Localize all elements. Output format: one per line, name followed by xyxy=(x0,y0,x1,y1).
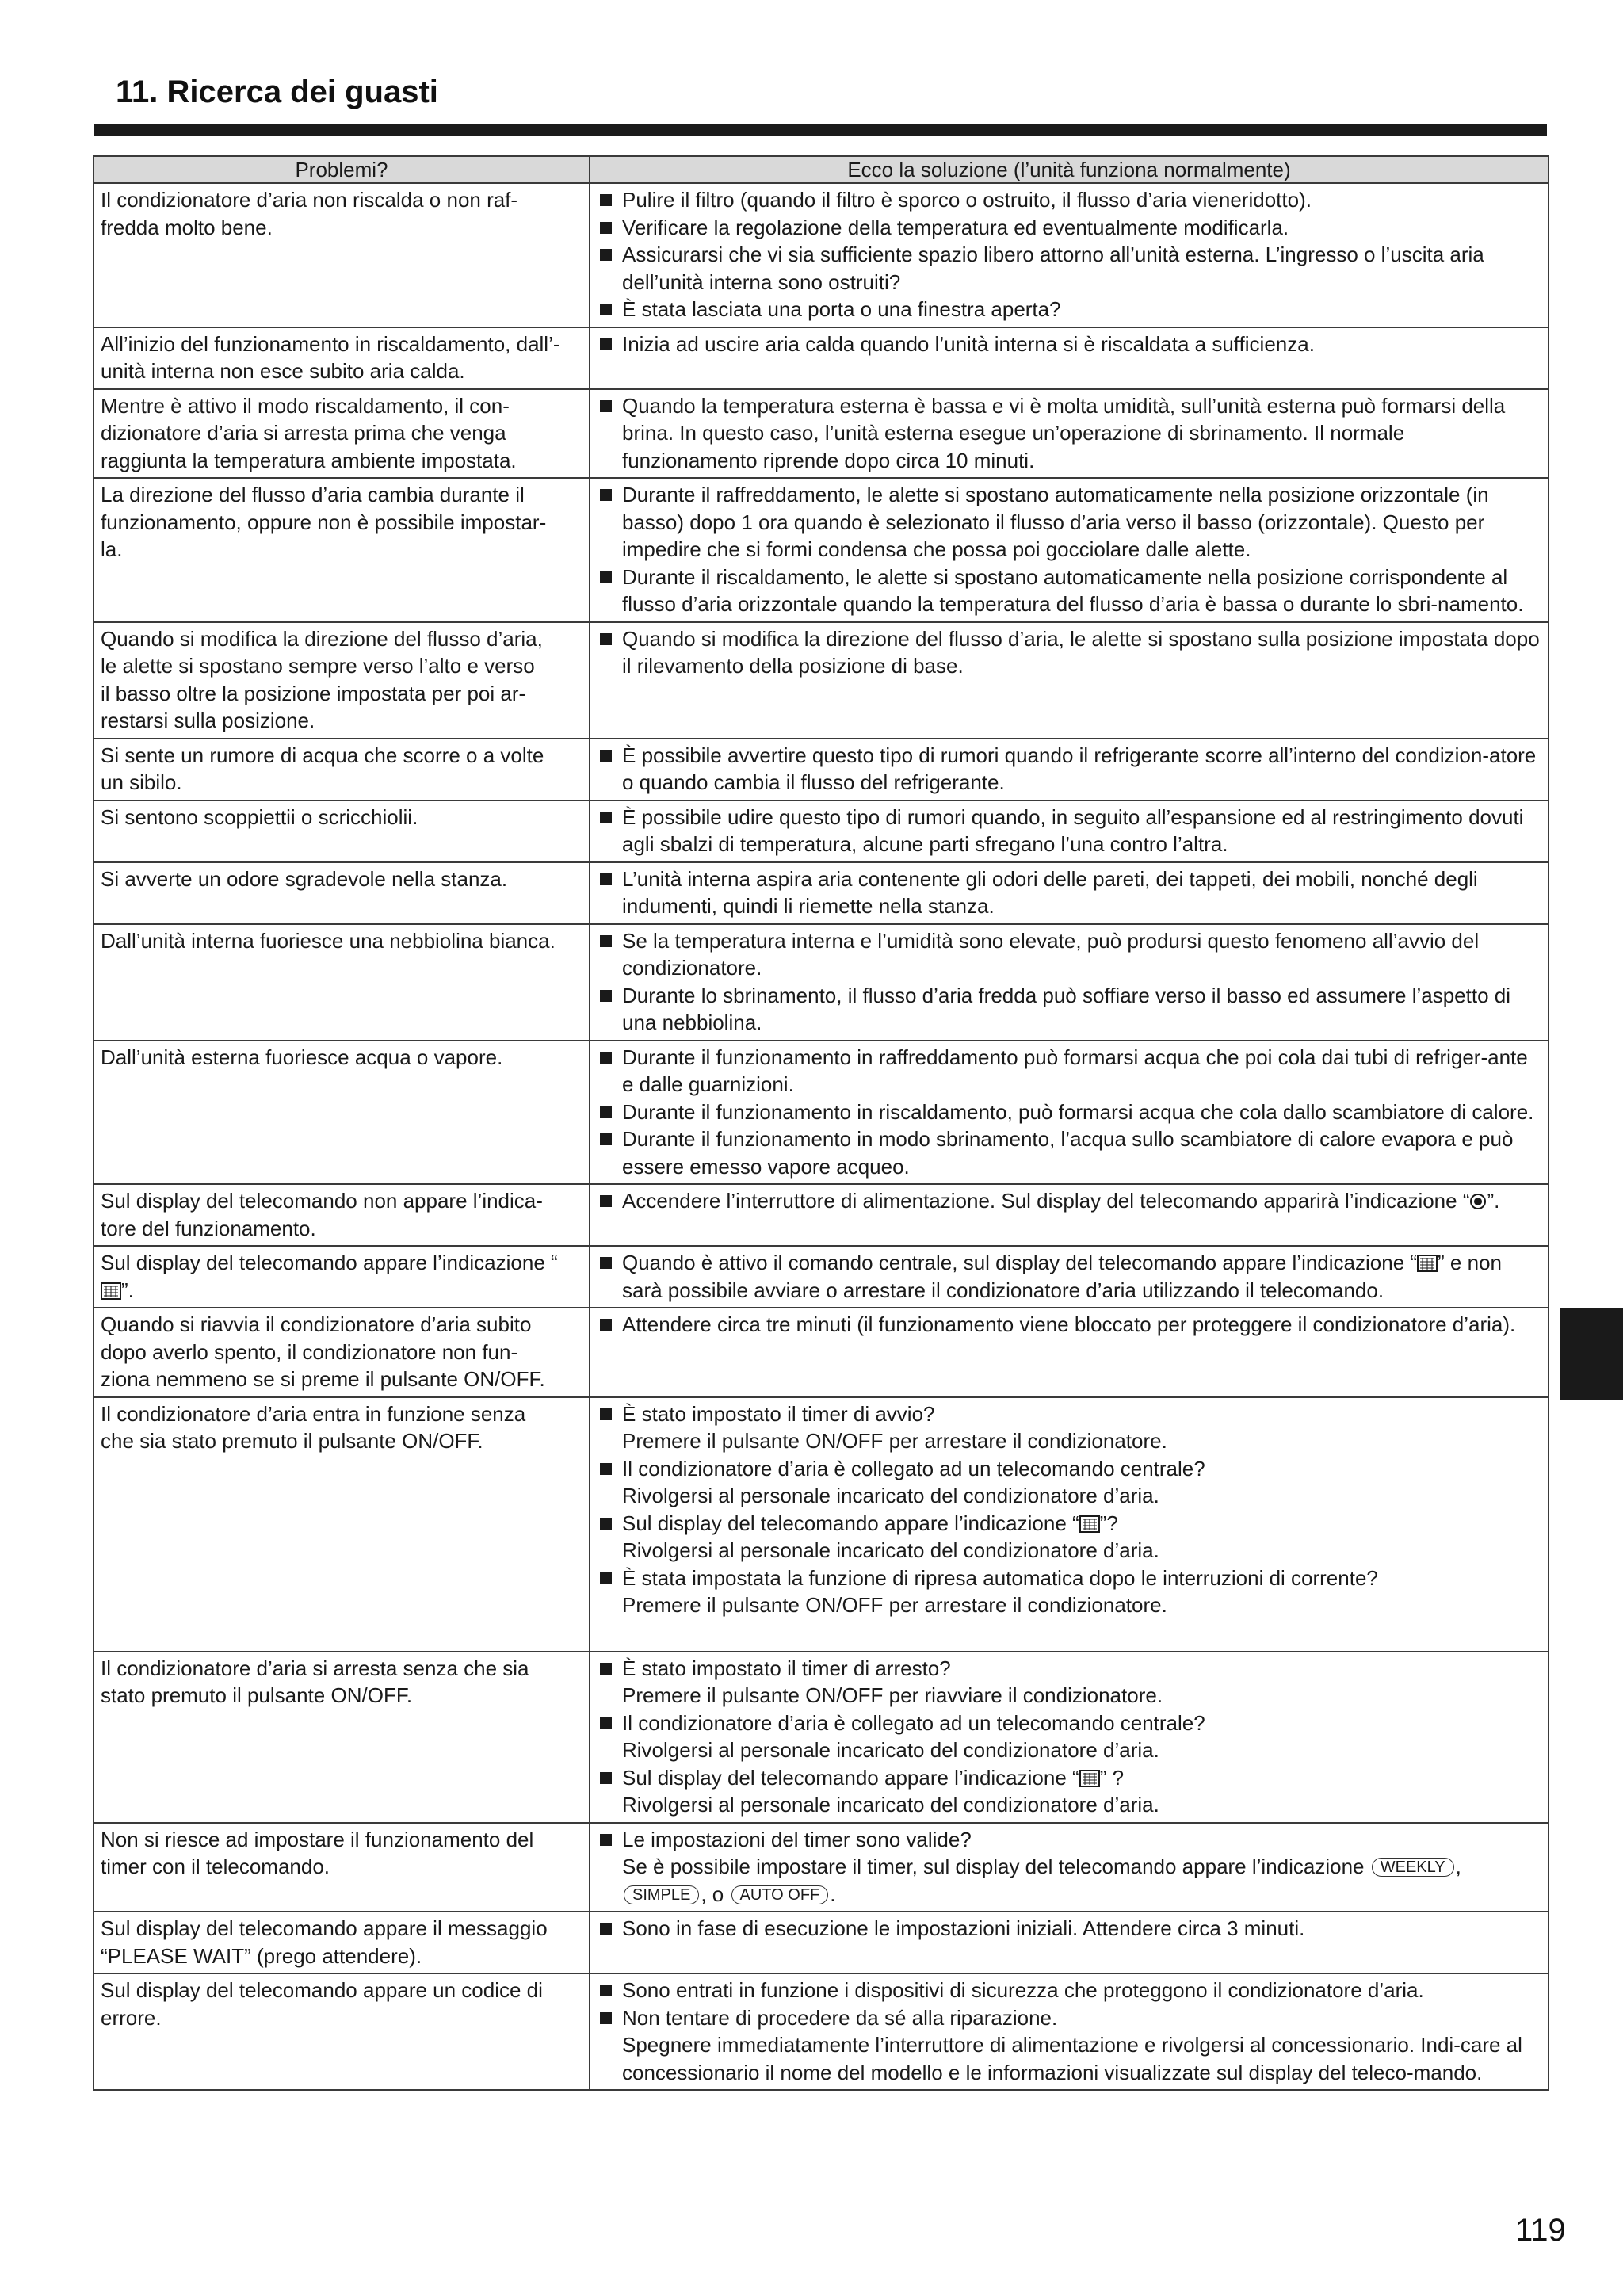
solution-cell xyxy=(590,622,1549,739)
table-row xyxy=(94,739,1549,800)
page-title: 11. Ricerca dei guasti xyxy=(116,74,438,109)
table-header-row xyxy=(94,156,1549,183)
problem-text: Sul display del telecomando appare l’indicazione “ xyxy=(101,1251,558,1274)
problem-cell xyxy=(94,1912,590,1973)
solution-cell xyxy=(590,327,1549,389)
solution-detail: Rivolgersi al personale incaricato del condizionatore d’aria. xyxy=(622,1793,1159,1817)
solution-cell xyxy=(590,1184,1549,1246)
solution-text-end: ”. xyxy=(1487,1189,1500,1213)
solution-item: Il condizionatore d’aria è collegato ad un telecomando centrale? xyxy=(597,1710,1541,1737)
solution-cell xyxy=(590,389,1549,479)
table-row xyxy=(94,1397,1549,1652)
solution-detail: Premere il pulsante ON/OFF per arrestare il condizionatore. xyxy=(622,1429,1167,1453)
problem-cell xyxy=(94,1973,590,2090)
problem-text: Sul display del telecomando non appare l’indica- tore del funzionamento. xyxy=(101,1189,543,1240)
solution-item: Durante il raffreddamento, le alette si spostano automaticamente nella posizione orizzontale (in basso) dopo 1 ora quando è selezionato il flusso d’aria verso il basso (orizzontale). Questo per impedire che si formi condensa che possa poi gocciolare dalle alette. xyxy=(597,481,1541,563)
table-row xyxy=(94,622,1549,739)
solution-item: Quando si modifica la direzione del flusso d’aria, le alette si spostano sulla posizione impostata dopo il rilevamento della posizione di base. xyxy=(597,625,1541,680)
solution-item: Se la temperatura interna e l’umidità sono elevate, può prodursi questo fenomeno all’avvio del condizionatore. xyxy=(597,927,1541,982)
grid-box-icon xyxy=(101,1282,121,1300)
problem-cell xyxy=(94,800,590,862)
problem-text: La direzione del flusso d’aria cambia durante il funzionamento, oppure non è possibile impostar- la. xyxy=(101,483,547,561)
problem-text: Sul display del telecomando appare il messaggio “PLEASE WAIT” (prego attendere). xyxy=(101,1916,548,1968)
separator: , xyxy=(1455,1855,1461,1878)
page-number: 119 xyxy=(1515,2213,1566,2248)
solution-text: Accendere l’interruttore di alimentazione. Sul display del telecomando apparirà l’indicazione “ xyxy=(622,1189,1470,1213)
solution-item: Sono entrati in funzione i dispositivi di sicurezza che proteggono il condizionatore d’aria. xyxy=(597,1977,1541,2004)
problem-text: Dall’unità interna fuoriesce una nebbiolina bianca. xyxy=(101,928,556,953)
problem-cell xyxy=(94,1041,590,1185)
solution-cell xyxy=(590,1308,1549,1397)
solution-item: È possibile avvertire questo tipo di rumori quando il refrigerante scorre all’interno del condizion-atore o quando cambia il flusso del refrigerante. xyxy=(597,742,1541,797)
solution-detail xyxy=(597,1853,1541,1908)
solution-item: Il condizionatore d’aria è collegato ad un telecomando centrale? xyxy=(597,1455,1541,1483)
solution-detail: Premere il pulsante ON/OFF per arrestare il condizionatore. xyxy=(622,1593,1167,1617)
header-problem: Problemi? xyxy=(94,156,590,183)
solution-item: Durante il funzionamento in riscaldamento, può formarsi acqua che cola dallo scambiatore di calore. xyxy=(597,1098,1541,1126)
problem-cell xyxy=(94,327,590,389)
table-row xyxy=(94,1246,1549,1308)
solution-text-end: ”? xyxy=(1099,1511,1118,1535)
problem-text: Si sente un rumore di acqua che scorre o a volte un sibilo. xyxy=(101,743,544,794)
solution-text: Se è possibile impostare il timer, sul display del telecomando appare l’indicazione xyxy=(622,1855,1365,1878)
troubleshooting-table xyxy=(93,155,1549,2091)
solution-cell xyxy=(590,862,1549,924)
solution-item: È stato impostato il timer di arresto? xyxy=(597,1655,1541,1683)
table-row xyxy=(94,1041,1549,1185)
separator: , o xyxy=(701,1881,724,1906)
solution-item xyxy=(597,1249,1541,1304)
table-row xyxy=(94,327,1549,389)
solution-cell xyxy=(590,739,1549,800)
solution-detail: Premere il pulsante ON/OFF per riavviare il condizionatore. xyxy=(622,1683,1163,1707)
solution-item: È stata lasciata una porta o una finestra aperta? xyxy=(597,296,1541,323)
solution-item: Quando la temperatura esterna è bassa e vi è molta umidità, sull’unità esterna può formarsi della brina. In questo caso, l’unità esterna esegue un’operazione di sbrinamento. Il normale funzionamento riprende dopo circa 10 minuti. xyxy=(597,392,1541,475)
table-row xyxy=(94,1823,1549,1912)
problem-text: Il condizionatore d’aria non riscalda o non raf- fredda molto bene. xyxy=(101,188,518,239)
table-row xyxy=(94,1184,1549,1246)
table-row xyxy=(94,1973,1549,2090)
solution-item xyxy=(597,1187,1541,1215)
auto-off-tag: AUTO OFF xyxy=(731,1885,829,1904)
solution-item: Attendere circa tre minuti (il funzionamento viene bloccato per proteggere il condizionatore d’aria). xyxy=(597,1311,1541,1339)
solution-text: Sul display del telecomando appare l’indicazione “ xyxy=(622,1511,1079,1535)
problem-text-end: ”. xyxy=(121,1278,134,1302)
table-row xyxy=(94,478,1549,622)
grid-box-icon xyxy=(1417,1255,1438,1272)
solution-item: Verificare la regolazione della temperatura ed eventualmente modificarla. xyxy=(597,214,1541,242)
problem-cell xyxy=(94,183,590,327)
solution-item: Pulire il filtro (quando il filtro è sporco o ostruito, il flusso d’aria vieneridotto). xyxy=(597,186,1541,214)
solution-item: Durante il funzionamento in modo sbrinamento, l’acqua sullo scambiatore di calore evapora e può essere emesso vapore acqueo. xyxy=(597,1125,1541,1180)
solution-cell xyxy=(590,183,1549,327)
chapter-side-tab xyxy=(1560,1308,1623,1400)
solution-cell xyxy=(590,1912,1549,1973)
solution-text-end: ” e non sarà possibile avviare o arrestare il condizionatore d’aria utilizzando il telecomando. xyxy=(622,1251,1502,1302)
table-row xyxy=(94,1912,1549,1973)
problem-cell xyxy=(94,1652,590,1823)
solution-cell xyxy=(590,1973,1549,2090)
grid-box-icon xyxy=(1079,1770,1100,1787)
problem-text: Quando si riavvia il condizionatore d’aria subito dopo averlo spento, il condizionatore non fun- ziona nemmeno se si preme il pulsante ON/OFF. xyxy=(101,1312,545,1391)
solution-item: Non tentare di procedere da sé alla riparazione. xyxy=(597,2004,1541,2032)
problem-text: Si avverte un odore sgradevole nella stanza. xyxy=(101,866,508,891)
problem-text: Dall’unità esterna fuoriesce acqua o vapore. xyxy=(101,1045,503,1069)
problem-cell xyxy=(94,1397,590,1652)
problem-cell xyxy=(94,862,590,924)
grid-box-icon xyxy=(1079,1515,1100,1533)
problem-cell xyxy=(94,739,590,800)
solution-cell xyxy=(590,1823,1549,1912)
solution-cell xyxy=(590,1246,1549,1308)
problem-text: All’inizio del funzionamento in riscaldamento, dall’- unità interna non esce subito aria calda. xyxy=(101,331,560,383)
solution-item: Sono in fase di esecuzione le impostazioni iniziali. Attendere circa 3 minuti. xyxy=(597,1915,1541,1943)
solution-text: Quando è attivo il comando centrale, sul display del telecomando appare l’indicazione “ xyxy=(622,1251,1418,1274)
problem-cell xyxy=(94,389,590,479)
solution-cell xyxy=(590,1652,1549,1823)
title-rule xyxy=(94,124,1547,136)
solution-item: L’unità interna aspira aria contenente gli odori delle pareti, dei tappeti, dei mobili, nonché degli indumenti, quindi li riemette nella stanza. xyxy=(597,865,1541,920)
solution-item: Durante lo sbrinamento, il flusso d’aria fredda può soffiare verso il basso ed assumere l’aspetto di una nebbiolina. xyxy=(597,982,1541,1037)
header-solution: Ecco la soluzione (l’unità funziona normalmente) xyxy=(590,156,1549,183)
solution-cell xyxy=(590,1397,1549,1652)
solution-item: Durante il riscaldamento, le alette si spostano automaticamente nella posizione corrispondente al flusso d’aria orizzontale quando la temperatura del flusso d’aria è bassa o durante lo sbri-namento. xyxy=(597,563,1541,618)
solution-cell xyxy=(590,478,1549,622)
table-row xyxy=(94,924,1549,1041)
solution-text: Sul display del telecomando appare l’indicazione “ xyxy=(622,1765,1079,1790)
solution-detail: Rivolgersi al personale incaricato del condizionatore d’aria. xyxy=(622,1738,1159,1762)
solution-detail: Spegnere immediatamente l’interruttore di alimentazione e rivolgersi al concessionario. Indi-care al concessionario il nome del modello e le informazioni visualizzate sul display del teleco-mando. xyxy=(622,2033,1522,2084)
solution-item: È stata impostata la funzione di ripresa automatica dopo le interruzioni di corrente? xyxy=(597,1564,1541,1592)
weekly-tag: WEEKLY xyxy=(1372,1858,1454,1877)
problem-cell xyxy=(94,1308,590,1397)
solution-cell xyxy=(590,800,1549,862)
solution-item: È possibile udire questo tipo di rumori quando, in seguito all’espansione ed al restringimento dovuti agli sbalzi di temperatura, alcune parti sfregano l’una contro l’altra. xyxy=(597,804,1541,858)
table-row xyxy=(94,1652,1549,1823)
solution-item: Assicurarsi che vi sia sufficiente spazio libero attorno all’unità esterna. L’ingresso o l’uscita aria dell’unità interna sono ostruiti? xyxy=(597,241,1541,296)
problem-text: Il condizionatore d’aria si arresta senza che sia stato premuto il pulsante ON/OFF. xyxy=(101,1656,529,1707)
problem-text: Sul display del telecomando appare un codice di errore. xyxy=(101,1978,543,2030)
problem-text: Quando si modifica la direzione del flusso d’aria, le alette si spostano sempre verso l’alto e verso il basso oltre la posizione impostata per poi ar- restarsi sulla posizione. xyxy=(101,626,543,732)
solution-detail: Rivolgersi al personale incaricato del condizionatore d’aria. xyxy=(622,1484,1159,1507)
solution-item: Durante il funzionamento in raffreddamento può formarsi acqua che poi cola dai tubi di refriger-ante e dalle guarnizioni. xyxy=(597,1044,1541,1098)
table-row xyxy=(94,183,1549,327)
problem-cell xyxy=(94,622,590,739)
table-row xyxy=(94,1308,1549,1397)
target-circle-icon xyxy=(1469,1193,1487,1210)
problem-text: Il condizionatore d’aria entra in funzione senza che sia stato premuto il pulsante ON/OFF. xyxy=(101,1401,526,1453)
table-row xyxy=(94,389,1549,479)
solution-item xyxy=(597,1764,1541,1792)
problem-cell xyxy=(94,924,590,1041)
solution-item xyxy=(597,1510,1541,1538)
solution-item: È stato impostato il timer di avvio? xyxy=(597,1400,1541,1428)
problem-text: Mentre è attivo il modo riscaldamento, il con- dizionatore d’aria si arresta prima che venga raggiunta la temperatura ambiente impostata. xyxy=(101,393,517,472)
table-row xyxy=(94,800,1549,862)
problem-cell xyxy=(94,1823,590,1912)
solution-cell xyxy=(590,924,1549,1041)
table-row xyxy=(94,862,1549,924)
solution-cell xyxy=(590,1041,1549,1185)
solution-text-end: ” ? xyxy=(1099,1765,1125,1790)
problem-text: Si sentono scoppiettii o scricchiolii. xyxy=(101,804,418,829)
solution-item: Inizia ad uscire aria calda quando l’unità interna si è riscaldata a sufficienza. xyxy=(597,330,1541,358)
problem-cell xyxy=(94,1246,590,1308)
simple-tag: SIMPLE xyxy=(624,1885,699,1904)
solution-item: Le impostazioni del timer sono valide? xyxy=(597,1826,1541,1854)
solution-detail: Rivolgersi al personale incaricato del condizionatore d’aria. xyxy=(622,1538,1159,1562)
problem-cell xyxy=(94,1184,590,1246)
problem-text: Non si riesce ad impostare il funzionamento del timer con il telecomando. xyxy=(101,1827,534,1878)
problem-cell xyxy=(94,478,590,622)
separator: . xyxy=(830,1881,836,1906)
